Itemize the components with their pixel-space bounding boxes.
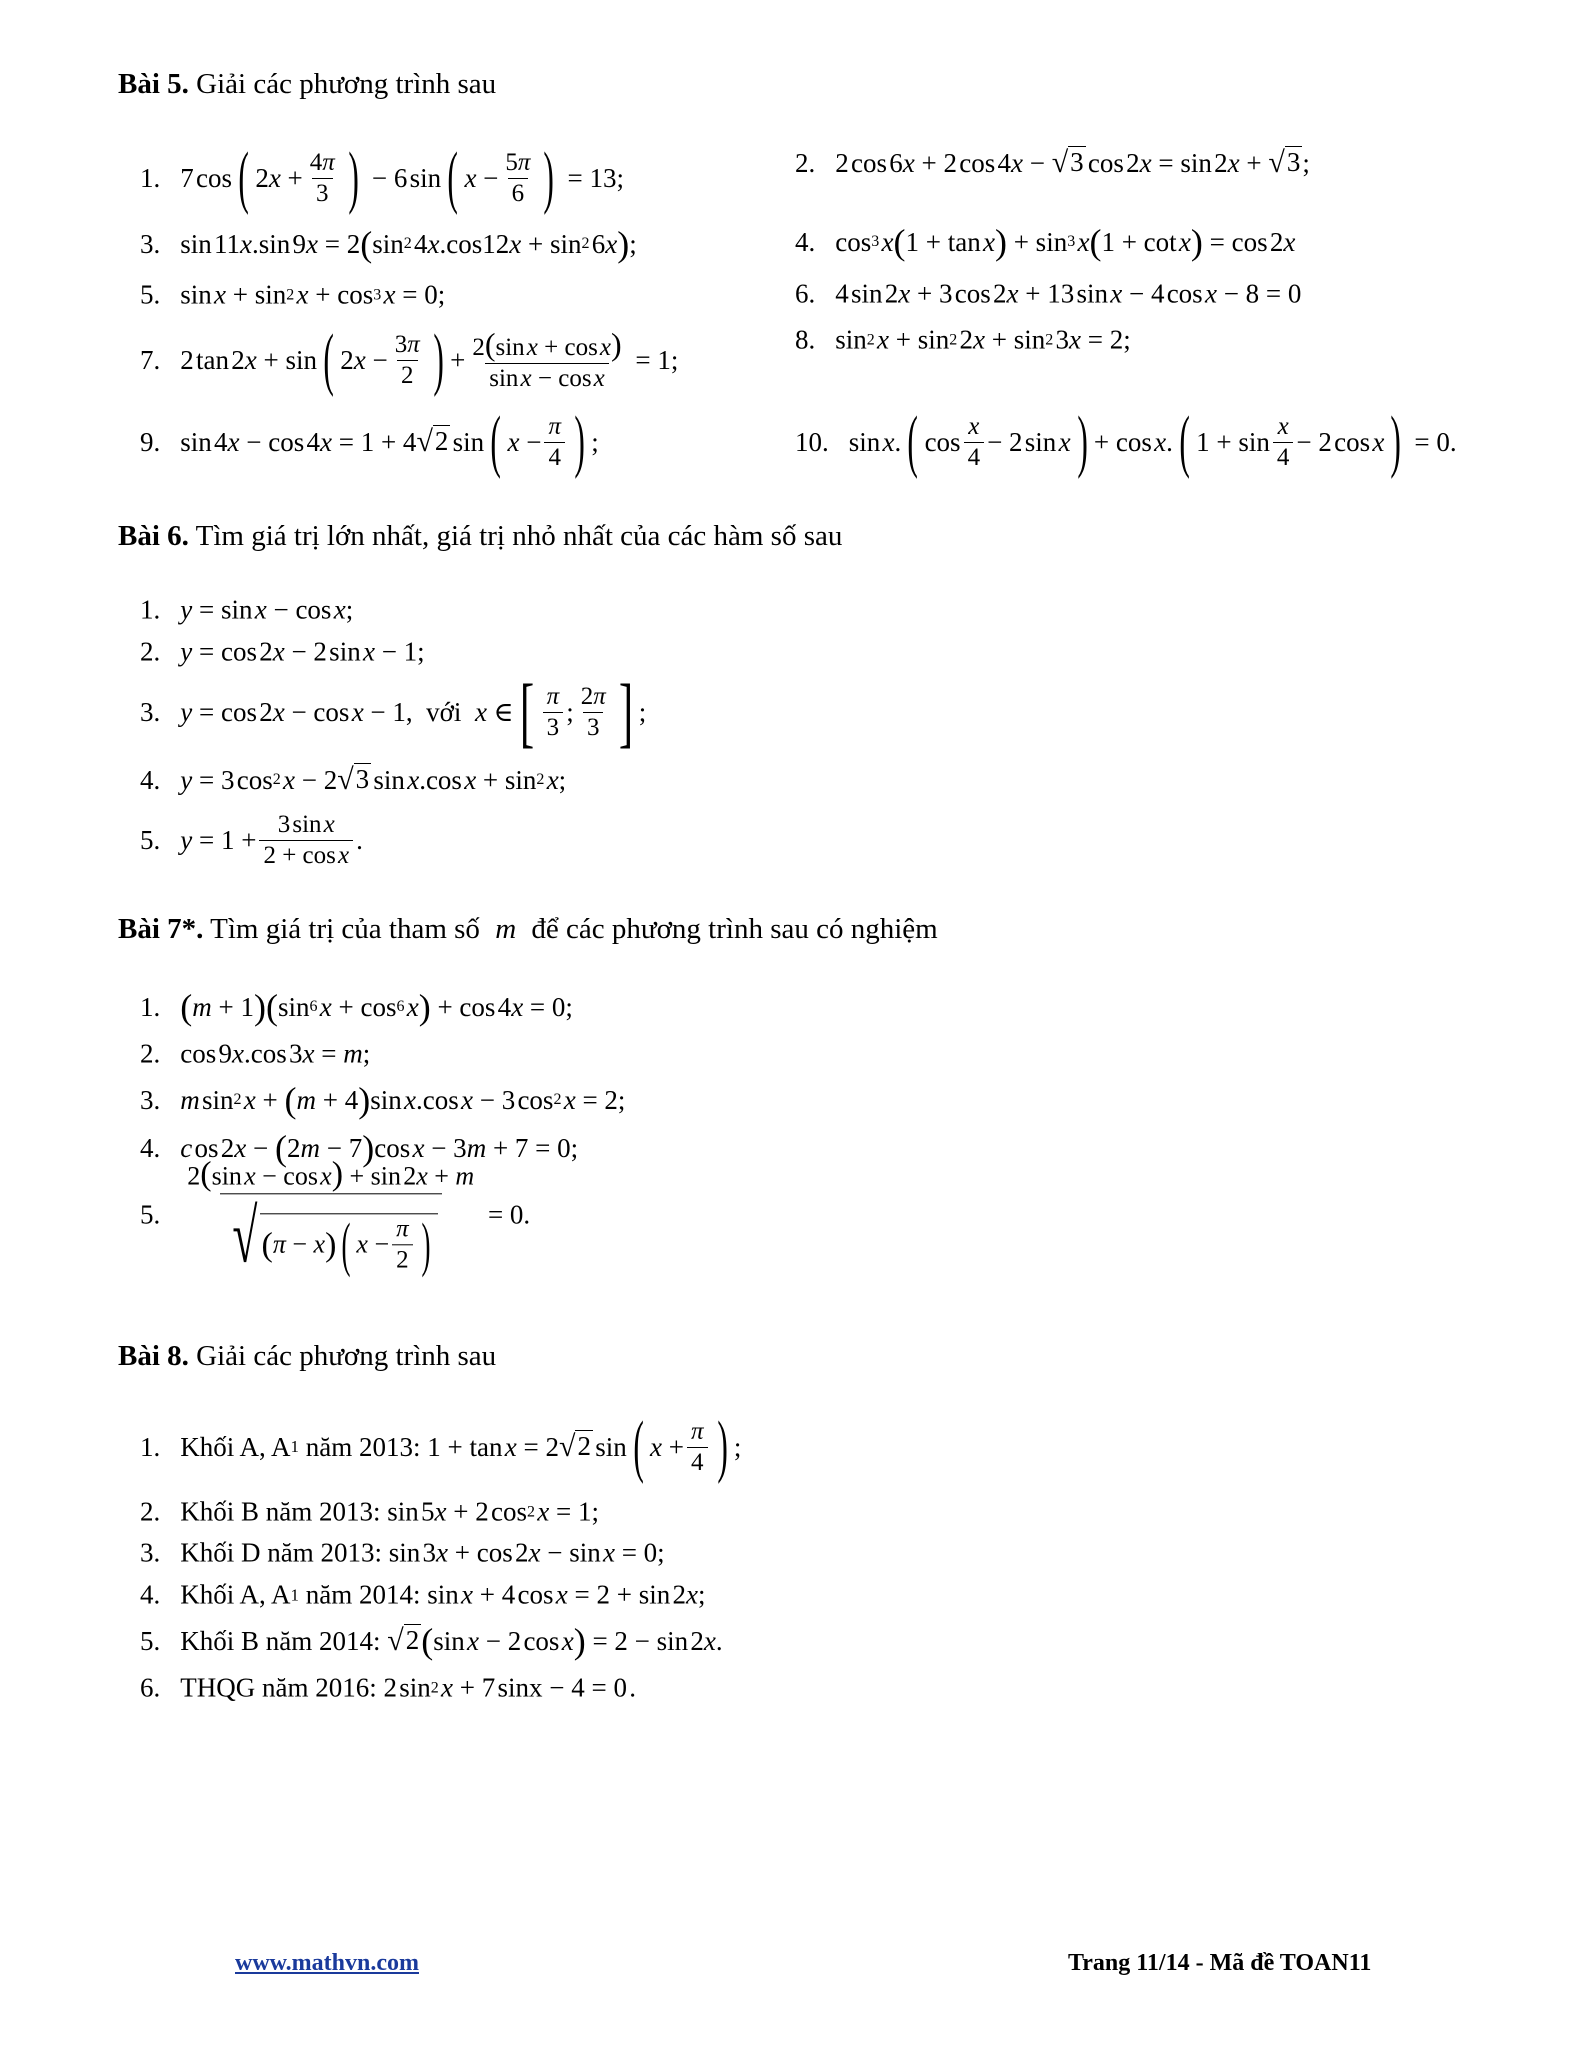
bai7-heading xyxy=(118,913,938,946)
equation: sin x + sin 2 x + cos 3 x = 0; xyxy=(180,279,446,310)
equation: 1 + tan x = 2 √ 2 sin ( x + $\frac{\pi}{4}$ ) ; xyxy=(427,1408,742,1485)
equation: √ 2 ( sin x − 2 cos x ) = 2 − sin 2 x . xyxy=(387,1621,723,1661)
bai5-title: Giải các phương trình sau xyxy=(196,68,497,100)
equation: y = 3 cos 2 x − 2 √ 3 sin x .cos x + sin 2 x ; xyxy=(180,763,567,796)
bai6-heading xyxy=(118,520,842,553)
bai7-title-end: để các phương trình sau có nghiệm xyxy=(531,913,938,945)
bai7-title: Tìm giá trị của tham số xyxy=(210,913,480,945)
equation: y = cos 2 x − 2 sin x − 1; xyxy=(180,636,425,667)
equation: cos 3 x ( 1 + tan x ) + sin 3 x ( 1 + cot x ) = cos 2 x xyxy=(835,222,1296,262)
bai5-heading xyxy=(118,68,496,101)
bai7-label: Bài 7*. xyxy=(118,913,204,945)
equation: ( m + 1 )( sin 6 x + cos 6 x ) + cos 4 x = 0; xyxy=(180,987,573,1027)
equation: m sin 2 x + ( m + 4 ) sin x .cos x − 3 cos 2 x = 2; xyxy=(180,1080,626,1120)
equation: y = cos 2 x − cos x − 1, với x ∈ [ $\frac{\pi}{3}$ ; $\frac{2\pi}{3}$ ] ; xyxy=(180,668,647,755)
equation: y = sin x − cos x ; xyxy=(180,594,354,625)
page-info: Trang 11/14 - Mã đề TOAN11 xyxy=(1068,1950,1372,1976)
equation: sin 4 x − cos 4 x = 1 + 4 √ 2 sin ( x − $\frac{\pi}{4}$ ) ; xyxy=(180,403,599,480)
equation: cos 9 x .cos 3 x = m ; xyxy=(180,1038,371,1069)
document-page: Bài 5. Giải các phương trình sau 1. 7 cos ( 2 x + $\frac{4\pi}{3}$ ) − 6 sin ( x − $\frac{5\pi}{6}$ ) = 13; 2. 2 cos 6 x + 2 cos 4 x − √ 3 cos 2 x = sin 2 x + √ 3 ; 3. sin 11 x .sin 9 x = 2 ( sin 2 4 x .cos12 x + sin 2 6 x ) ; 4. cos 3 x ( 1 + tan x ) + sin 3 x ( 1 + cot x ) = cos 2 x 5. sin x + sin 2 x + cos 3 x = 0; 6. 4 sin 2 x + 3 cos 2 x + 13 sin x − 4 cos x − 8 = 0 7. 2 tan 2 x + sin ( 2 x − $\frac{3\pi}{2}$ ) + $\frac{\text{2(sin x + cos x)}}{\text{sin x − cos x}}$ = 1; 8. sin 2 x + sin 2 2 x + sin 2 3 x = 2; 9. sin 4 x − cos 4 x = 1 + 4 √ 2 sin ( x − $\frac{\pi}{4}$ ) ; 10. sin x . ( cos $\frac{x}{4}$ − 2 sin x ) + cos x . ( 1 + sin $\frac{x}{4}$ − 2 cos x ) = 0. Bài 6. Tìm giá trị lớn nhất, giá trị nhỏ nhất của các hàm số sau 1. y = sin x − cos x ; 2. y = cos 2 x − 2 sin x − 1; 3. y = cos 2 x − cos x − 1, với x ∈ [ $\frac{\pi}{3}$ ; $\frac{2\pi}{3}$ ] ; 4. y = 3 cos 2 x − 2 √ 3 sin x .cos x + sin 2 x ; 5. y = 1 + $\frac{\text{3 sin x}}{\text{2 + cos x}}$ . Bài 7*. Tìm giá trị của tham số m để các phương trình sau có nghiệm 1. ( m + 1 )( sin 6 x + cos 6 x ) + cos 4 x = 0; 2. cos 9 x .cos 3 x = m ; 3. m sin 2 x + ( m + 4 ) sin x .cos x − 3 cos 2 x = 2; 4. c os 2 x − ( 2 m − 7 ) cos x − 3 m + 7 = 0; 5. 2(sin x − cos x) + sin 2x + m √ ( π − x ) ( x − $\frac{\pi}{2}$ ) = 0. Bài 8. Giải các phương trình sau 1. Khối A, A 1 năm 2013: 1 + tan x = 2 √ 2 sin ( x + $\frac{\pi}{4}$ ) ; 2. Khối B năm 2013: sin 5 x + 2 cos 2 x = 1; 3. Khối D năm 2013: sin 3 x + cos 2 x − sin x = 0; 4. Khối A, A 1 năm 2014: sin x + 4 cos x = 2 + sin 2 x ; 5. Khối B năm 2014: √ 2 ( sin x − 2 cos x ) = 2 − sin 2 x . 6. THQG năm 2016: 2 sin 2 x + 7 sinx − 4 = 0 . www.mathvn.com Trang 11/14 - Mã đề TOAN11 xyxy=(118,68,1457,1976)
equation: c os 2 x − ( 2 m − 7 ) cos x − 3 m + 7 = 0; xyxy=(180,1128,579,1168)
equation: sin 3 x + cos 2 x − sin x = 0; xyxy=(388,1537,665,1568)
bai5-label: Bài 5. xyxy=(118,68,189,100)
bai8-title: Giải các phương trình sau xyxy=(196,1340,497,1372)
bai7-param: m xyxy=(495,913,517,945)
equation: y = 1 + $\frac{\text{3 sin x}}{\text{2 + cos x}}$ . xyxy=(180,811,363,869)
equation: 2(sin x − cos x) + sin 2x + m √ ( π − x ) ( x − $\frac{\pi}{2}$ ) = 0. xyxy=(187,1155,531,1279)
equation: 2 tan 2 x + sin ( 2 x − $\frac{3\pi}{2}$ ) + $\frac{\text{2(sin x + cos x)}}{\text{sin x − cos x}}$ = 1; xyxy=(180,321,679,398)
equation: 4 sin 2 x + 3 cos 2 x + 13 sin x − 4 cos x − 8 = 0 xyxy=(835,278,1302,309)
equation: sin 5 x + 2 cos 2 x = 1; xyxy=(387,1496,599,1527)
equation: sin 2 x + sin 2 2 x + sin 2 3 x = 2; xyxy=(835,324,1131,355)
bai8-label: Bài 8. xyxy=(118,1340,189,1372)
equation: sin x + 4 cos x = 2 + sin 2 x ; xyxy=(427,1579,706,1610)
bai6-title: Tìm giá trị lớn nhất, giá trị nhỏ nhất của các hàm số sau xyxy=(195,520,843,552)
equation: 7 cos ( 2 x + $\frac{4\pi}{3}$ ) − 6 sin ( x − $\frac{5\pi}{6}$ ) = 13; xyxy=(180,139,624,216)
equation: 2 cos 6 x + 2 cos 4 x − √ 3 cos 2 x = sin 2 x + √ 3 ; xyxy=(835,146,1310,179)
equation: sin 11 x .sin 9 x = 2 ( sin 2 4 x .cos12 x + sin 2 6 x ) ; xyxy=(180,224,637,264)
equation: sin x . ( cos $\frac{x}{4}$ − 2 sin x ) + cos x . ( 1 + sin $\frac{x}{4}$ − 2 cos x ) = 0. xyxy=(848,403,1457,480)
website-link[interactable]: www.mathvn.com xyxy=(235,1950,419,1976)
bai6-label: Bài 6. xyxy=(118,520,189,552)
bai8-heading xyxy=(118,1340,496,1373)
equation: 2 sin 2 x + 7 sinx − 4 = 0 . xyxy=(383,1672,636,1703)
